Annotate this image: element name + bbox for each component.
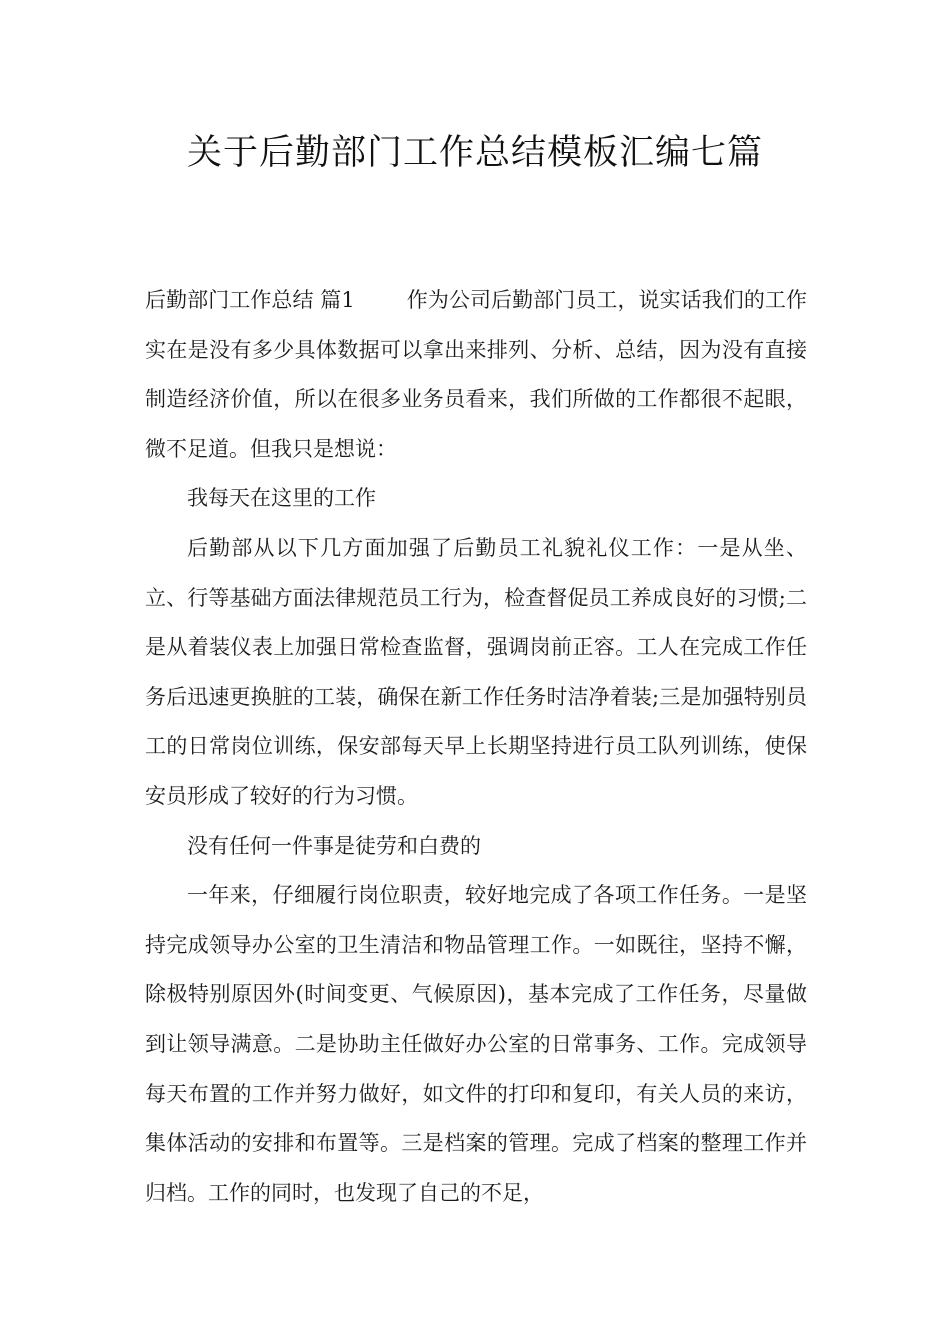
paragraph-1 <box>145 276 807 474</box>
paragraph-2: 我每天在这里的工作 <box>187 486 376 511</box>
document-title: 关于后勤部门工作总结模板汇编七篇 <box>186 133 763 173</box>
document-body <box>145 276 807 1218</box>
section-heading: 后勤部门工作总结 篇1 <box>145 288 355 312</box>
paragraph-1-text: 作为公司后勤部门员工，说实话我们的工作实在是没有多少具体数据可以拿出来排列、分析、总结，因为没有直接制造经济价值，所以在很多业务员看来，我们所做的工作都很不起眼，微不足道。但我只是想说： <box>145 288 807 461</box>
paragraph-4: 没有任何一件事是徒劳和白费的 <box>187 833 481 858</box>
paragraph-5: 一年来，仔细履行岗位职责，较好地完成了各项工作任务。一是坚持完成领导办公室的卫生清洁和物品管理工作。一如既往，坚持不懈，除极特别原因外(时间变更、气候原因)，基本完成了工作任务，尽量做到让领导满意。二是协助主任做好办公室的日常事务、工作。完成领导每天布置的工作并努力做好，如文件的打印和复印，有关人员的来访，集体活动的安排和布置等。三是档案的管理。完成了档案的整理工作并归档。工作的同时，也发现了自己的不足， <box>145 883 807 1205</box>
paragraph-3: 后勤部从以下几方面加强了后勤员工礼貌礼仪工作：一是从坐、立、行等基础方面法律规范员工行为，检查督促员工养成良好的习惯;二是从着装仪表上加强日常检查监督，强调岗前正容。工人在完成工作任务后迅速更换脏的工装，确保在新工作任务时洁净着装;三是加强特别员工的日常岗位训练，保安部每天早上长期坚持进行员工队列训练，使保安员形成了较好的行为习惯。 <box>145 535 807 808</box>
